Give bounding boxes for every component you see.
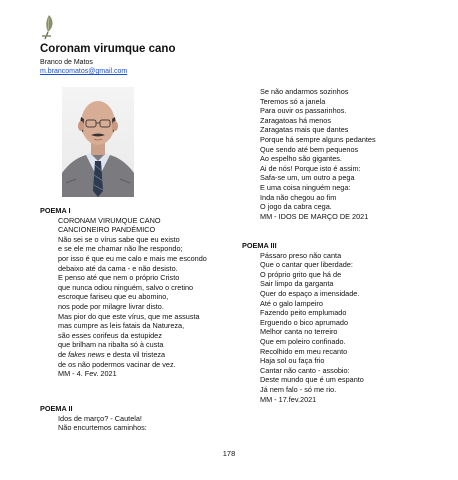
poem-line: E uma coisa ninguém nega: [260,182,351,192]
poem-line: Melhor canta no terreiro [260,327,338,337]
poem-line: Se não andarmos sozinhos [260,87,349,96]
poem-line: Cantar não canto - assobio: [260,365,350,375]
poem-1-heading: POEMA I [40,206,71,215]
poem-line: Safa-se um, um outro a pega [260,173,355,183]
poem-line: debaixo até da cama - e não desisto. [58,263,178,273]
poem-line: Que sendo até bem pequenos [260,144,359,154]
poem-line: Ai de nós! Porque isto é assim: [260,163,361,173]
poem-line: Para ouvir os passarinhos. [260,106,347,116]
poem-line: Erguendo o bico aprumado [260,317,349,327]
italic-phrase: fakes news [68,349,105,359]
poem-line: mas cumpre as leis fatais da Natureza, [58,321,185,331]
poem-line: Ao espelho são gigantes. [260,154,342,164]
poem-line: Mas pior do que este vírus, que me assusta [58,311,200,321]
poem-3-heading: POEMA III [242,241,277,250]
poem-line: CORONAM VIRUMQUE CANO [58,215,161,225]
poem-line: Pássaro preso não canta [260,250,342,260]
poem-line: que nunca odiou ninguém, salvo o cretino [58,282,194,292]
poem-line: Sair limpo da garganta [260,279,334,289]
poem-3 [242,241,364,404]
poem-line: Teremos só a janela [260,96,326,106]
poem-line: Quer do espaço a imensidade. [260,288,360,298]
author-portrait [62,87,134,197]
poem-line: de os não podermos vacinar de vez. [58,359,176,369]
poem-line: Que em poleiro confinado. [260,336,346,346]
poem-line: Fazendo peito emplumado [260,308,347,318]
poem-line: E penso até que nem o próprio Cristo [58,273,180,283]
poem-line: Já nem falo - só me rio. [260,384,337,394]
poem-2-start [40,404,147,433]
poem-2-continuation [242,87,376,221]
poem-line: Porque há sempre alguns pedantes [260,134,376,144]
poem-2-heading: POEMA II [40,404,73,413]
poem-signature: MM - 17.fev.2021 [260,394,317,404]
poem-line: por isso é que eu me calo e mais me escondo [58,253,207,263]
quill-logo-icon [40,14,56,40]
poem-line: Zaragatas mais que dantes [260,125,349,135]
poem-line: que brilham na ribalta só à custa [58,340,164,350]
page-number: 178 [222,449,236,458]
poem-line: O jogo da cabra cega. [260,202,332,212]
article-title: Coronam virumque cano [40,43,176,55]
author-name: Branco de Matos [40,59,93,66]
poem-line-fakes-news: de fakes news e desta vil tristeza [58,349,166,359]
poem-line: nos pode por milagre livrar disto. [58,301,164,311]
poem-line: são esses corifeus da estupidez [58,330,162,340]
poem-line: escroque fariseu que eu abomino, [58,292,169,302]
poem-line: Inda não chegou ao fim [260,192,337,202]
author-email-link[interactable]: m.brancomatos@gmail.com [40,68,128,75]
poem-line: CANCIONEIRO PANDÉMICO [58,225,156,235]
poem-line: Até o galo lampeiro [260,298,323,308]
poem-line: O próprio grito que há de [260,269,342,279]
poem-line-rest: e desta vil tristeza [104,349,166,359]
poem-1 [40,206,207,379]
poem-line: Zaragatoas há menos [260,115,331,125]
poem-signature: MM - IDOS DE MARÇO DE 2021 [260,211,369,221]
poem-line: Que o cantar quer liberdade: [260,260,353,270]
poem-line: Não sei se o vírus sabe que eu existo [58,234,180,244]
poem-line: Recolhido em meu recanto [260,346,348,356]
poem-line: Não encurtemos caminhos: [58,423,147,433]
poem-line: Haja sol ou faça frio [260,356,325,366]
poem-line: Idos de março? - Cautela! [58,413,142,423]
poem-line: Deste mundo que é um espanto [260,375,364,385]
poem-signature: MM - 4. Fev. 2021 [58,369,117,379]
poem-line: e se ele me chamar não lhe respondo; [58,244,183,254]
